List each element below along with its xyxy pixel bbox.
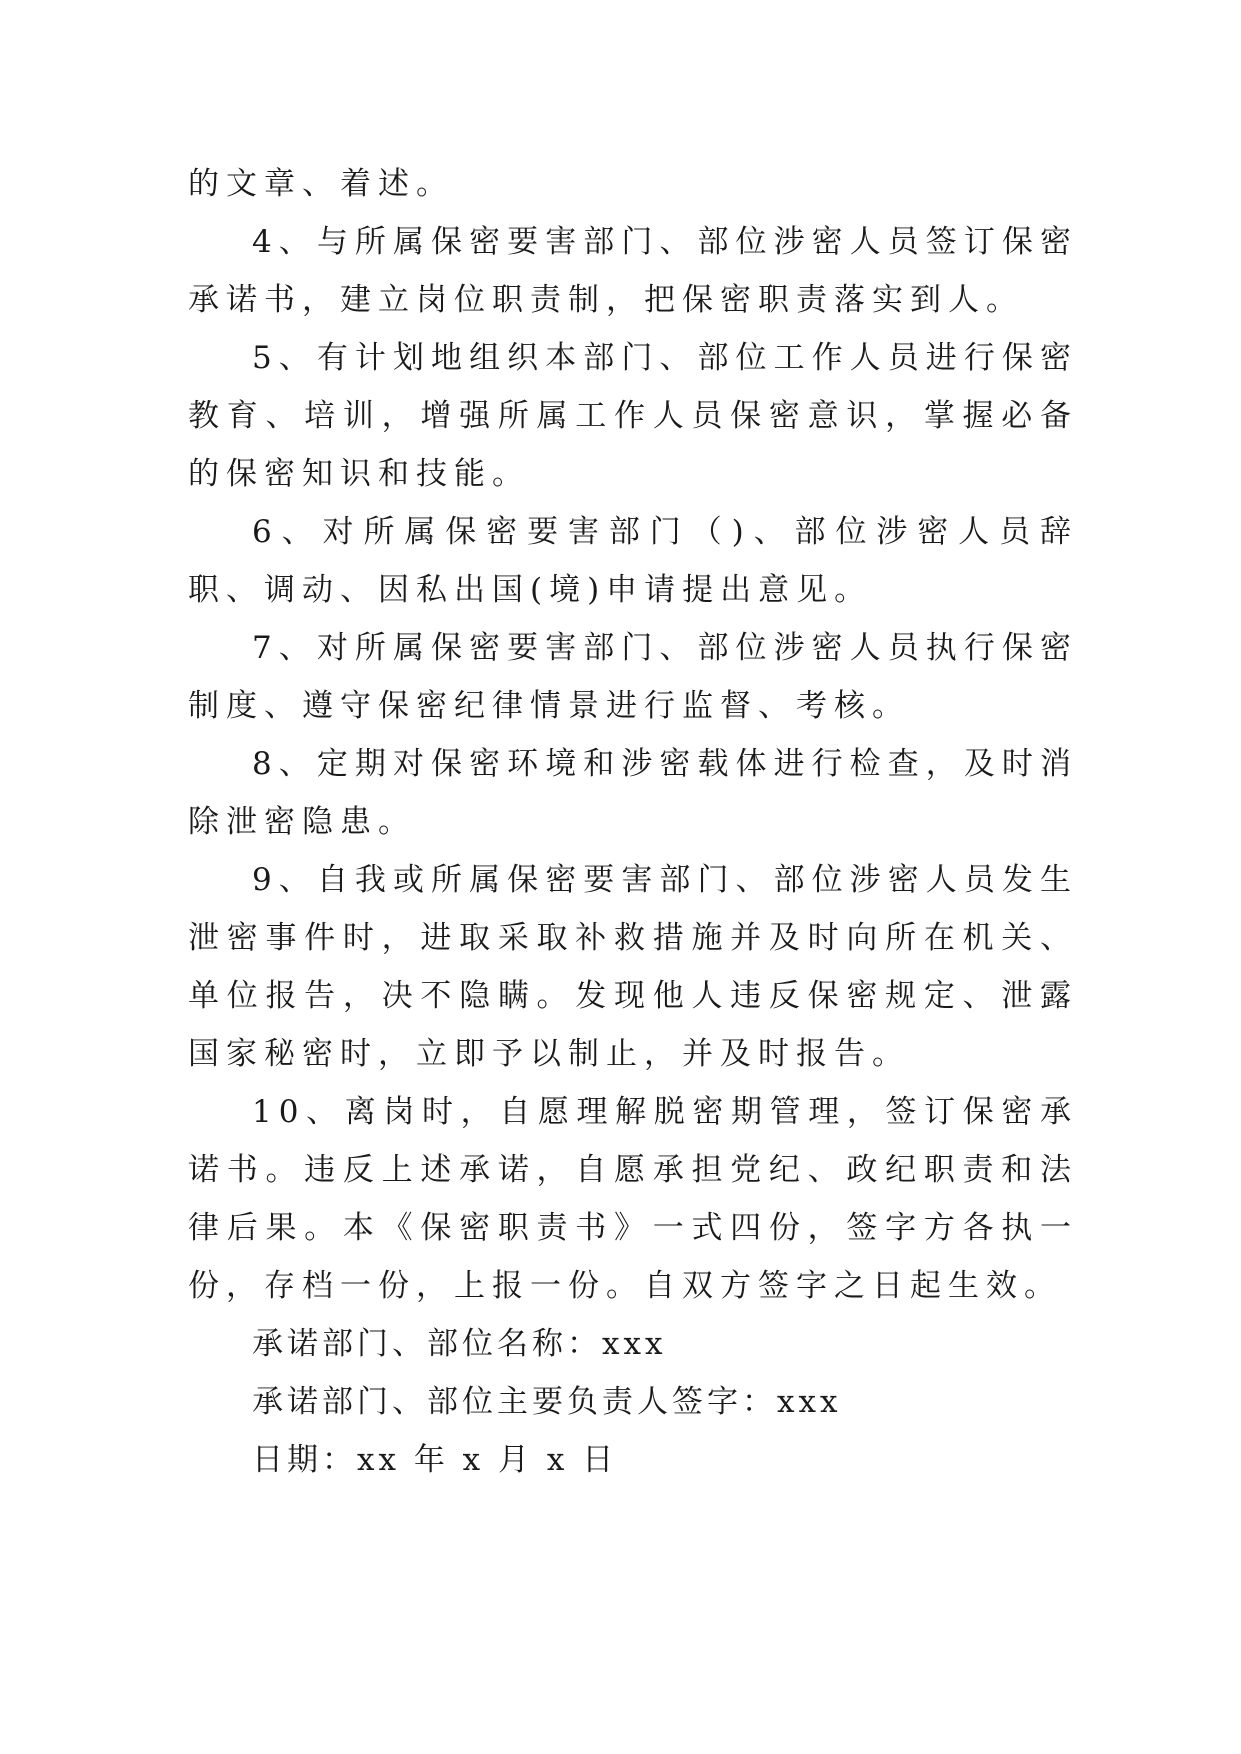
- paragraph-item-7: 7、对所属保密要害部门、部位涉密人员执行保密制度、遵守保密纪律情景进行监督、考核。: [188, 630, 1078, 724]
- signature-date: 日期：xx 年 x 月 x 日: [252, 1442, 618, 1478]
- document-body: [188, 155, 1078, 1489]
- paragraph-item-8: 8、定期对保密环境和涉密载体进行检查，及时消除泄密隐患。: [188, 746, 1078, 840]
- paragraph-item-10: 10、离岗时，自愿理解脱密期管理，签订保密承诺书。违反上述承诺，自愿承担党纪、政纪职责和法律后果。本《保密职责书》一式四份，签字方各执一份，存档一份，上报一份。自双方签字之日起生效。: [188, 1094, 1078, 1304]
- paragraph-item-5: 5、有计划地组织本部门、部位工作人员进行保密教育、培训，增强所属工作人员保密意识，掌握必备的保密知识和技能。: [188, 340, 1078, 492]
- signature-department-name: 承诺部门、部位名称：xxx: [252, 1326, 667, 1362]
- signature-leader: 承诺部门、部位主要负责人签字：xxx: [252, 1384, 842, 1420]
- paragraph-item-9: 9、自我或所属保密要害部门、部位涉密人员发生泄密事件时，进取采取补救措施并及时向所在机关、单位报告，决不隐瞒。发现他人违反保密规定、泄露国家秘密时，立即予以制止，并及时报告。: [188, 862, 1078, 1072]
- paragraph-item-4: 4、与所属保密要害部门、部位涉密人员签订保密承诺书，建立岗位职责制，把保密职责落实到人。: [188, 224, 1078, 318]
- paragraph-item-6: 6、对所属保密要害部门（)、部位涉密人员辞职、调动、因私出国(境)申请提出意见。: [188, 514, 1078, 608]
- paragraph-continuation: 的文章、着述。: [188, 166, 454, 202]
